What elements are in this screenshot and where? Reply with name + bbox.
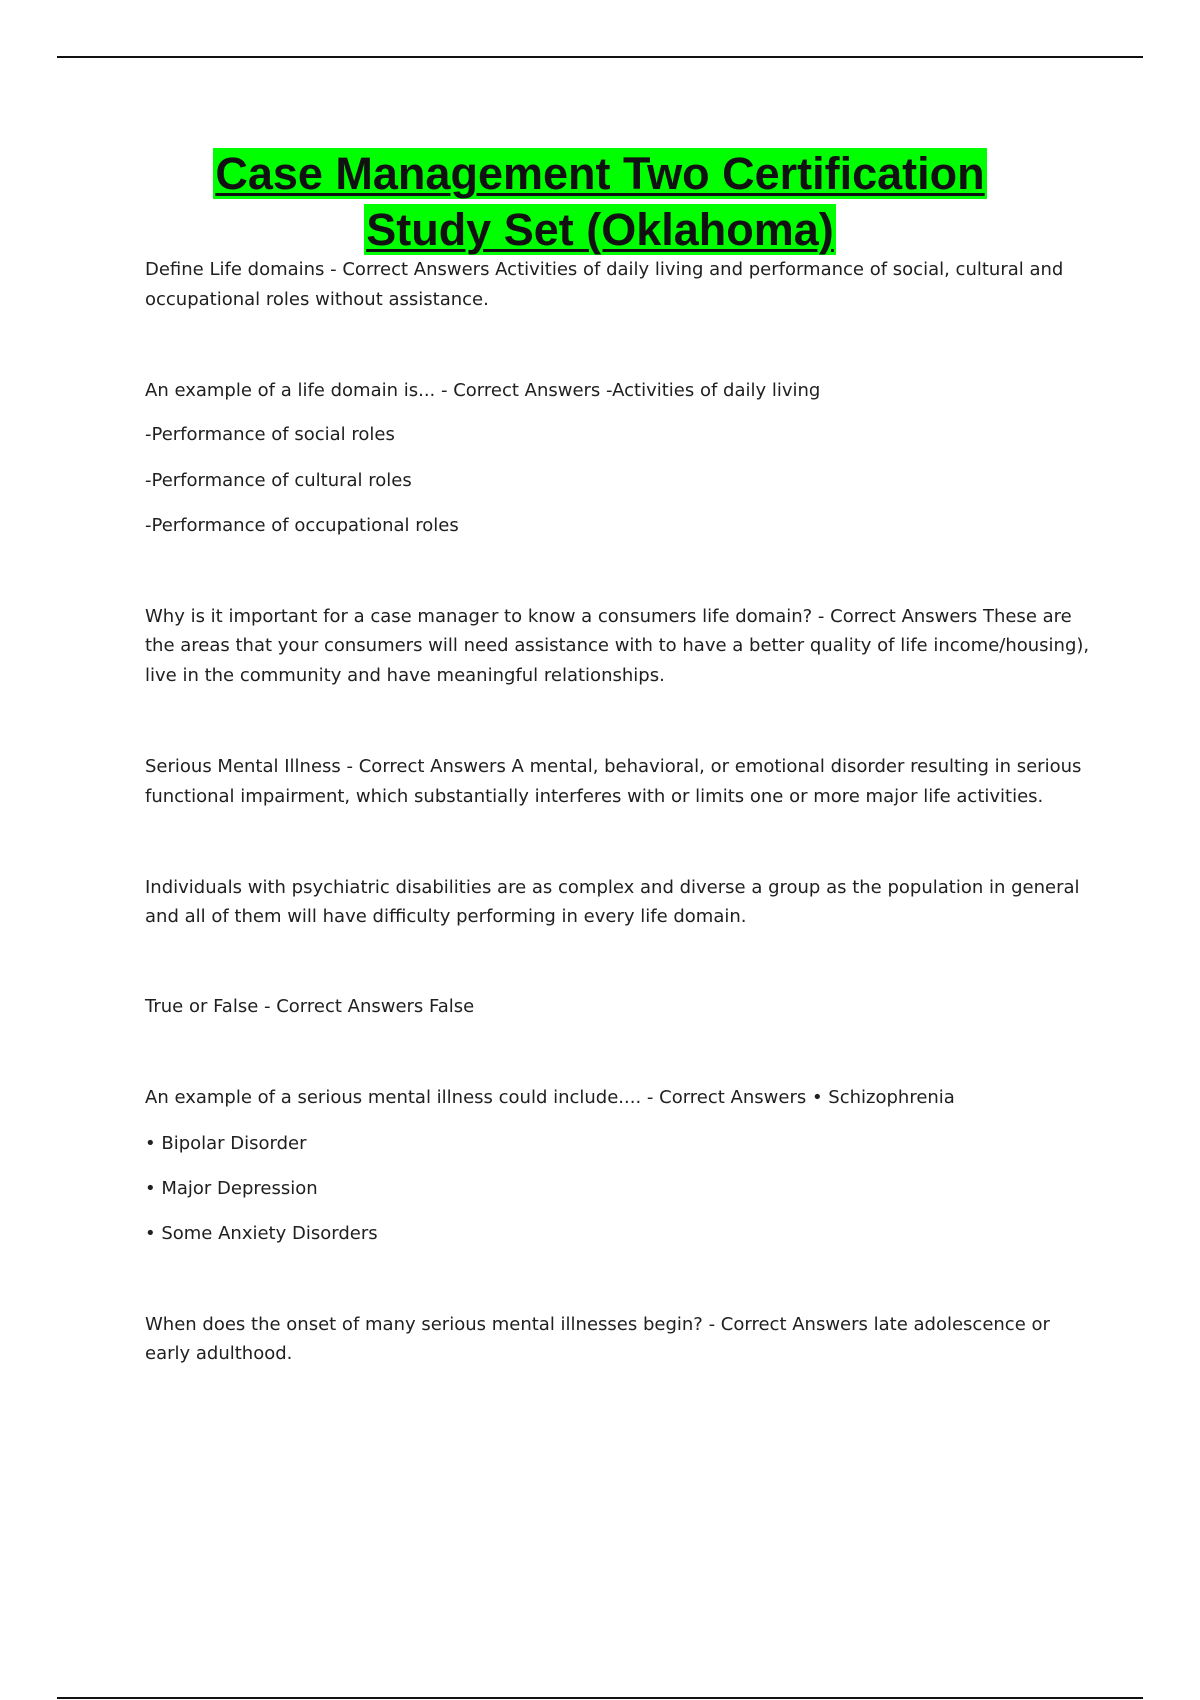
entry-3-line-1: Why is it important for a case manager to know a consumers life domain? - Correct Answers These are — [145, 606, 1072, 627]
entry-5-line-1: Individuals with psychiatric disabilities are as complex and diverse a group as the population in general — [145, 877, 1080, 898]
entry-3-line-2: the areas that your consumers will need assistance with to have a better quality of life income/housing), — [145, 635, 1090, 656]
entry-3-line-3: live in the community and have meaningful relationships. — [145, 665, 665, 686]
entry-7-line-4: • Some Anxiety Disorders — [145, 1223, 378, 1244]
entry-8-line-2: early adulthood. — [145, 1343, 293, 1364]
entry-5-line-2: and all of them will have difficulty performing in every life domain. — [145, 906, 747, 927]
entry-1-line-2: occupational roles without assistance. — [145, 289, 489, 310]
entry-7-line-1: An example of a serious mental illness could include.... - Correct Answers • Schizophrenia — [145, 1087, 955, 1108]
top-rule — [57, 56, 1143, 58]
entry-7-line-2: • Bipolar Disorder — [145, 1133, 307, 1154]
title-line-2: Study Set (Oklahoma) — [366, 204, 834, 255]
entry-4-line-2: functional impairment, which substantially interferes with or limits one or more major life activities. — [145, 786, 1044, 807]
bottom-rule — [57, 1697, 1143, 1699]
entry-2-line-4: -Performance of occupational roles — [145, 515, 459, 536]
entry-7-line-3: • Major Depression — [145, 1178, 318, 1199]
entry-2-line-1: An example of a life domain is... - Correct Answers -Activities of daily living — [145, 380, 821, 401]
entry-4-line-1: Serious Mental Illness - Correct Answers A mental, behavioral, or emotional disorder resulting in serious — [145, 756, 1082, 777]
entry-1-line-1: Define Life domains - Correct Answers Activities of daily living and performance of social, cultural and — [145, 259, 1064, 280]
entry-2-line-2: -Performance of social roles — [145, 424, 395, 445]
document-title — [0, 146, 1200, 258]
entry-6-line-1: True or False - Correct Answers False — [145, 996, 475, 1017]
title-line-1: Case Management Two Certification — [215, 148, 985, 199]
entry-8-line-1: When does the onset of many serious mental illnesses begin? - Correct Answers late adolescence or — [145, 1314, 1050, 1335]
entry-2-line-3: -Performance of cultural roles — [145, 470, 412, 491]
